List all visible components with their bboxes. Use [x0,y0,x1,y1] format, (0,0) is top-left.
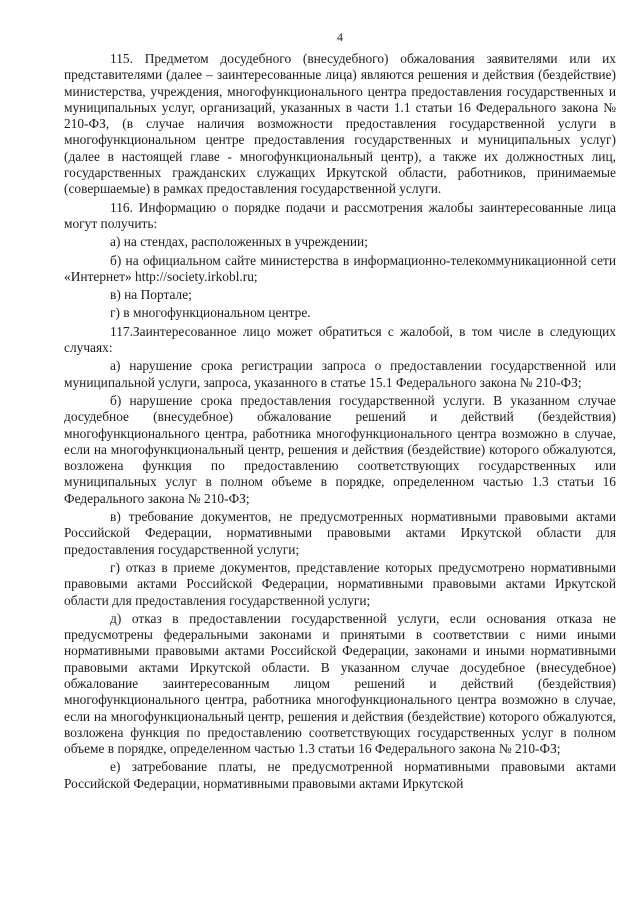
list-item-116-v: в) на Портале; [110,287,192,303]
list-item-117-e: е) затребование платы, не предусмотренной нормативными правовыми актами Российской Федерации, нормативными правовыми актами Иркутской [64,759,616,791]
list-item-117-v: в) требование документов, не предусмотренных нормативными правовыми актами Российской Федерации, нормативными правовыми актами Иркутской области для предоставления государственной услуги; [64,509,616,557]
list-item-117-g: г) отказ в приеме документов, представление которых предусмотрено нормативными правовыми актами Российской Федерации, нормативными правовыми актами Иркутской области для предоставления государственной услуги; [64,559,616,608]
paragraph-117: 117.Заинтересованное лицо может обратиться с жалобой, в том числе в следующих случаях: [64,323,616,356]
page-number: 4 [337,30,343,44]
paragraph-115: 115. Предметом досудебного (внесудебного) обжалования заявителями или их представителями (далее – заинтересованные лица) являются решения и действия (бездействие) министерства, учреждения, многофункционального центра предоставления государственных и муниципальных услуг, организаций, указанных в части 1.1 статьи 16 Федерального закона № 210-ФЗ, (в случае наличия возможности предоставления государственной услуги в многофункциональном центре предоставления государственных и муниципальных услуг) (далее в настоящей главе - многофункциональный центр), а также их должностных лиц, государственных гражданских служащих Иркутской области, работников, принимаемые (совершаемые) в рамках предоставления государственной услуги. [64,51,616,197]
list-item-116-a: а) на стендах, расположенных в учреждении; [110,234,368,250]
list-item-116-b: б) на официальном сайте министерства в информационно-телекоммуникационной сети «Интернет» http://society.irkobl.ru; [64,252,616,284]
paragraph-116: 116. Информацию о порядке подачи и рассмотрения жалобы заинтересованные лица могут получить: [64,199,616,231]
list-item-116-g: г) в многофункциональном центре. [110,305,311,321]
list-item-117-a: а) нарушение срока регистрации запроса о предоставлении государственной или муниципальной услуги, запроса, указанного в статье 15.1 Федерального закона № 210-ФЗ; [64,358,616,390]
list-item-117-b: б) нарушение срока предоставления государственной услуги. В указанном случае досудебное (внесудебное) обжалование решений и действий (бездействия) многофункционального центра, работника многофункционального центра возможно в случае, если на многофункциональный центр, решения и действия (бездействие) которого обжалуются, возложена функция по предоставлению соответствующих государственных или муниципальных услуг в полном объеме в порядке, определенном частью 1.3 статьи 16 Федерального закона № 210-ФЗ; [64,392,616,506]
list-item-117-d: д) отказ в предоставлении государственной услуги, если основания отказа не предусмотрены федеральными законами и принятыми в соответствии с ними иными нормативными правовыми актами Российской Федерации, законами и иными нормативными правовыми актами Иркутской области. В указанном случае досудебное (внесудебное) обжалование заинтересованным лицом решений и действий (бездействия) многофункционального центра, работника многофункционального центра возможно в случае, если на многофункциональный центр, решения и действия (бездействие) которого обжалуются, возложена функция по предоставлению соответствующих государственных услуг в полном объеме в порядке, определенном частью 1.3 статьи 16 Федерального закона № 210-ФЗ; [64,610,616,757]
